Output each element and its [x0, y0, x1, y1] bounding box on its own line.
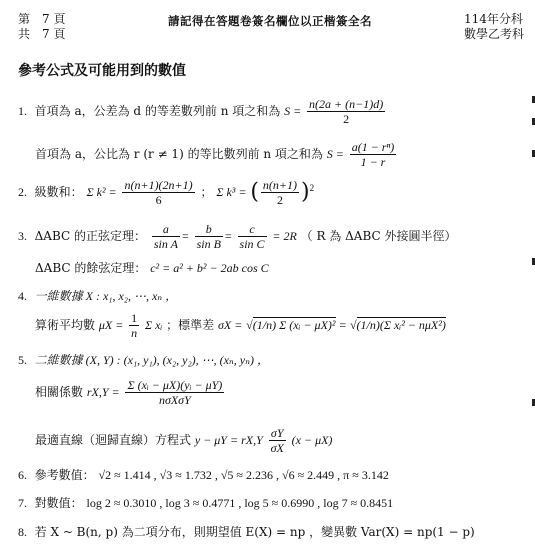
- formula-7-log-values: 7. 對數值： log 2 ≈ 0.3010 , log 3 ≈ 0.4771 , log 5 ≈ 0.6990 , log 7 ≈ 0.8451: [18, 496, 394, 510]
- formula-4-mean-sd: 算術平均數 μX = $\frac{1}{n}$ Σ xᵢ ；標準差 σX = √(1/n) Σ (xᵢ − μX)² = √(1/n)(Σ xᵢ² − nμX²): [35, 311, 446, 340]
- formula-5-correlation: 相關係數 rX,Y = $\frac{\text{Σ (xᵢ − μX)(yᵢ − μY)}}{\text{nσXσY}}$: [35, 378, 223, 407]
- geometric-sum-fraction: $\frac{\text{a(1 − rⁿ)}}{1 - r}$: [351, 140, 395, 169]
- formula-1-arithmetic: 1. 首項為 a，公差為 d 的等差數列前 n 項之和為 S = $\frac{n(2a + (n-1)d)}{2}$: [18, 97, 384, 126]
- page-title: 參考公式及可能用到的數值: [18, 63, 186, 79]
- formula-3-law-of-sines: 3. ΔABC 的正弦定理： $\frac{a}{\text{sin A}}$ = $\frac{b}{\text{sin B}}$ = $\frac{c}{\text{sin C}}$ = 2R （ R 為 ΔABC 外接圓半徑）: [18, 222, 457, 251]
- formula-4-one-dim-data: 4. 一維數據 X : x₁, x₂, ⋯, xₙ ，: [18, 289, 178, 303]
- formula-5-two-dim-data: 5. 二維數據 (X, Y) : (x₁, y₁), (x₂, y₂), ⋯, (xₙ, yₙ) ，: [18, 353, 269, 367]
- exam-year: 114年分科: [464, 12, 523, 26]
- total-pages: 共 7 頁: [18, 27, 66, 41]
- formula-8-binomial: 8. 若 X ~ B(n, p) 為二項分布，則期望值 E(X) = np ，變異數 Var(X) = np(1 − p): [18, 525, 475, 539]
- formula-1-geometric: 首項為 a，公比為 r (r ≠ 1) 的等比數列前 n 項之和為 S = $\frac{\text{a(1 − rⁿ)}}{1 - r}$: [35, 140, 395, 169]
- arithmetic-sum-fraction: $\frac{n(2a + (n-1)d)}{2}$: [309, 97, 384, 126]
- header-instruction: 請記得在答題卷簽名欄位以正楷簽全名: [168, 14, 372, 28]
- formula-6-reference-values: 6. 參考數值： √2 ≈ 1.414 , √3 ≈ 1.732 , √5 ≈ 2.236 , √6 ≈ 2.449 , π ≈ 3.142: [18, 468, 389, 482]
- formula-3-law-of-cosines: ΔABC 的餘弦定理： c² = a² + b² − 2ab cos C: [35, 261, 269, 275]
- formula-5-regression: 最適直線（迴歸直線）方程式 y − μY = rX,Y $\frac{\sigma Y}{\sigma X}$ (x − μX): [35, 426, 333, 455]
- exam-subject: 數學乙考科: [464, 27, 525, 41]
- page-number: 第 7 頁: [18, 12, 66, 26]
- formula-2-series: 2. 級數和： Σ k² = $\frac{n(n+1)(2n+1)}{6}$ ； Σ k³ = ( $\frac{n(n+1)}{2}$ )$^2$: [18, 178, 315, 207]
